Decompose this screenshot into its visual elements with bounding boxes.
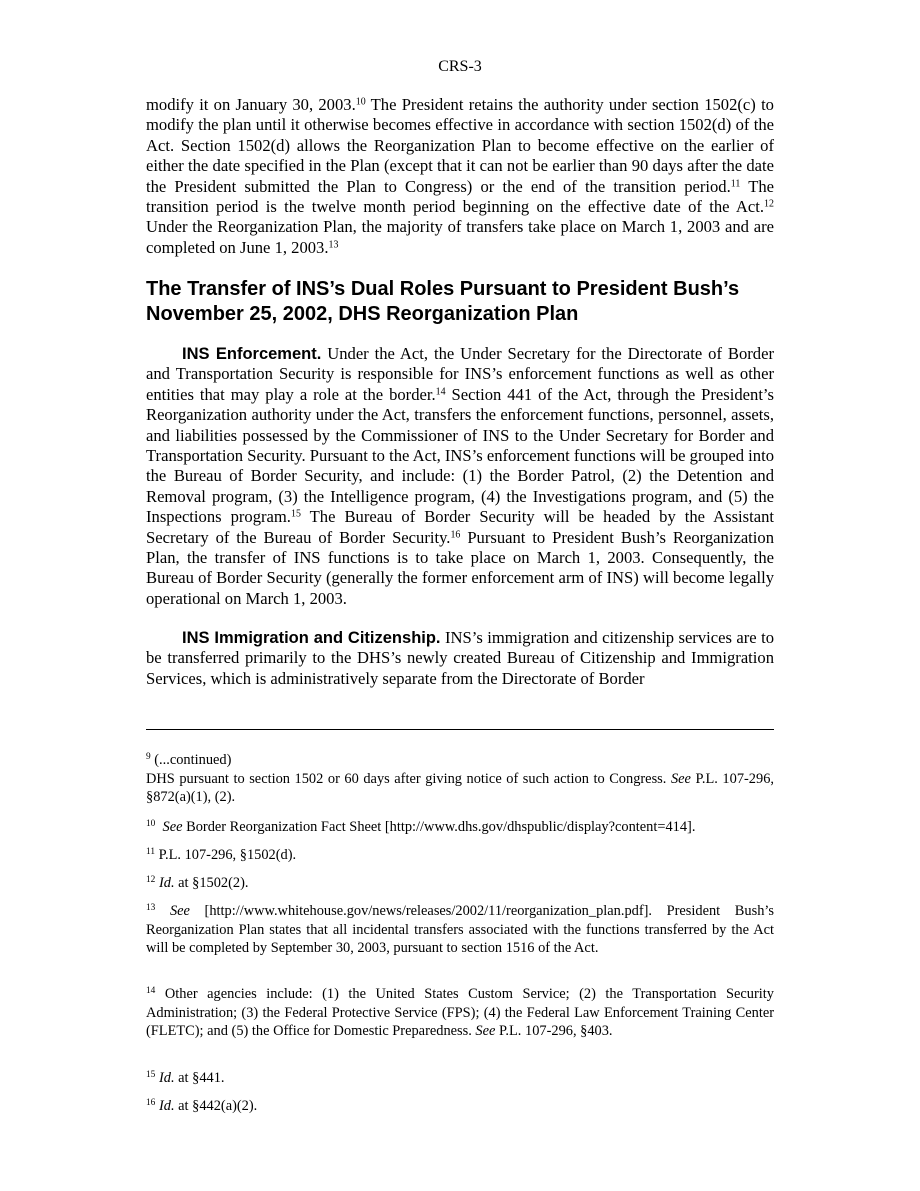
run-in-heading: INS Immigration and Citizenship. [182, 629, 441, 647]
immigration-paragraph: INS Immigration and Citizenship. INS’s immigration and citizenship services are to be transferred primarily to the DHS’s newly created Bureau of Citizenship and Immigration Services, which is administratively separate from the Directorate of Border [146, 628, 774, 688]
footnote-ref: 10 [355, 96, 366, 108]
footnote-ref: 12 [764, 198, 774, 210]
footnote-11: $^{11}$ P.L. 107-296, §1502(d). [146, 846, 297, 863]
footnote-12: $^{12}$ Id. at §1502(2). [146, 874, 249, 891]
intro-paragraph: modify it on January 30, 2003.10 The President retains the authority under section 1502(c) to modify the plan until it otherwise becomes effective in accordance with section 1502(d) of the Act. Section 1502(d) allows the Reorganization Plan to become effective on the earlier of either the date specified in the Plan (except that it can not be earlier than 90 days after the date the President submitted the Plan to Congress) or the end of the transition period.$^{11}$ The transition period is the twelve month period beginning on the effective date of the Act.$^{12}$ Under the Reorganization Plan, the majority of transfers take place on March 1, 2003 and are completed on June 1, 2003.13 [146, 95, 774, 257]
footnote-ref: 16 [450, 529, 461, 541]
footnote-ref: 11 [730, 178, 741, 190]
footnote-13: $^{13}$ See [http://www.whitehouse.gov/news/releases/2002/11/reorganization_plan.pdf]. President Bush’s Reorganization Plan states that all incidental transfers associated with the functions transferred by the Act will be completed by September 30, 2003, pursuant to section 1516 of the Act. [146, 902, 774, 957]
section-heading: The Transfer of INS’s Dual Roles Pursuant to President Bush’s November 25, 2002, DHS Reorganization Plan [146, 278, 740, 325]
footnote-10: $^{10}$ See Border Reorganization Fact Sheet [http://www.dhs.gov/dhspublic/display?content=414]. [146, 818, 696, 835]
footnote-ref: 14 [435, 386, 446, 398]
footnote-ref: 13 [328, 239, 339, 251]
run-in-heading: INS Enforcement. [182, 345, 322, 363]
footnote-15: $^{15}$ Id. at §441. [146, 1069, 225, 1086]
footnote-9: $^9$ (...continued) DHS pursuant to section 1502 or 60 days after giving notice of such action to Congress. See P.L. 107-296, §872(a)(1), (2). [146, 751, 774, 806]
footnote-14: $^{14}$ Other agencies include: (1) the United States Custom Service; (2) the Transportation Security Administration; (3) the Federal Protective Service (FPS); (4) the Federal Law Enforcement Training Center (FLETC); and (5) the Office for Domestic Preparedness. See P.L. 107-296, §403. [146, 985, 774, 1040]
footnote-divider [146, 729, 774, 730]
page-header: CRS-3 [438, 58, 482, 75]
enforcement-paragraph: INS Enforcement. Under the Act, the Under Secretary for the Directorate of Border and Transportation Security is responsible for INS’s enforcement functions as well as other entities that may play a role at the border.$^{14}$ Section 441 of the Act, through the President’s Reorganization authority under the Act, transfers the enforcement functions, personnel, assets, and liabilities possessed by the Commissioner of INS to the Under Secretary for Border and Transportation Security. Pursuant to the Act, INS’s enforcement functions will be grouped into the Bureau of Border Security, and include: (1) the Border Patrol, (2) the Detention and Removal program, (3) the Intelligence program, (4) the Investigations program, and (5) the Inspections program.$^{15}$ The Bureau of Border Security will be headed by the Assistant Secretary of the Bureau of Border Security.$^{16}$ Pursuant to President Bush’s Reorganization Plan, the transfer of INS functions is to take place on March 1, 2003. Consequently, the Bureau of Border Security (generally the former enforcement arm of INS) will become legally operational on March 1, 2003. [146, 344, 774, 608]
footnote-16: $^{16}$ Id. at §442(a)(2). [146, 1097, 258, 1114]
footnote-ref: 15 [290, 508, 301, 520]
